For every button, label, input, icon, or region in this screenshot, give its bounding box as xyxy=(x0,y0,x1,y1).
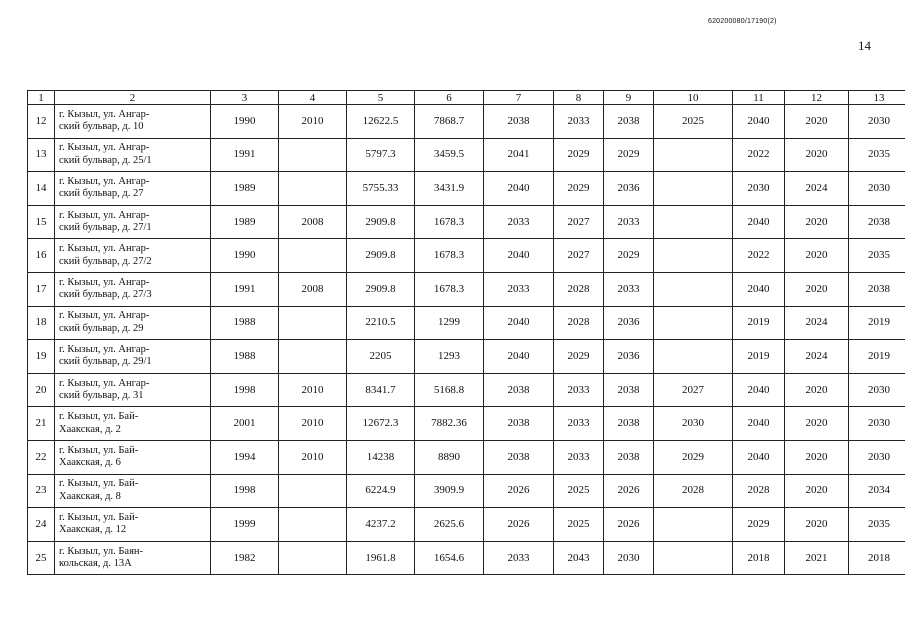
cell-col-4 xyxy=(279,541,347,575)
address-line-2: Хаакская, д. 6 xyxy=(59,457,121,469)
cell-col-13: 2019 xyxy=(849,306,905,340)
row-number: 14 xyxy=(28,172,55,206)
cell-col-12: 2020 xyxy=(785,407,849,441)
cell-col-6: 1293 xyxy=(415,340,484,374)
cell-col-7: 2033 xyxy=(484,541,554,575)
address-line-1: г. Кызыл, ул. Ангар- xyxy=(59,276,150,288)
cell-col-13: 2035 xyxy=(849,508,905,542)
page-number: 14 xyxy=(858,38,871,53)
row-number: 23 xyxy=(28,474,55,508)
cell-col-3: 1999 xyxy=(211,508,279,542)
row-number: 20 xyxy=(28,373,55,407)
cell-col-11: 2040 xyxy=(733,272,785,306)
row-number: 12 xyxy=(28,105,55,139)
address-cell xyxy=(55,508,211,542)
cell-col-11: 2040 xyxy=(733,373,785,407)
cell-col-6: 5168.8 xyxy=(415,373,484,407)
address-cell xyxy=(55,340,211,374)
cell-col-13: 2038 xyxy=(849,272,905,306)
cell-col-3: 1988 xyxy=(211,306,279,340)
cell-col-12: 2020 xyxy=(785,474,849,508)
column-header-5: 5 xyxy=(347,91,415,105)
address-line-1: г. Кызыл, ул. Ангар- xyxy=(59,175,150,187)
cell-col-8: 2033 xyxy=(554,440,604,474)
cell-col-7: 2038 xyxy=(484,105,554,139)
address-line-1: г. Кызыл, ул. Ангар- xyxy=(59,377,150,389)
cell-col-3: 1982 xyxy=(211,541,279,575)
cell-col-9: 2026 xyxy=(604,474,654,508)
cell-col-11: 2040 xyxy=(733,205,785,239)
cell-col-11: 2022 xyxy=(733,138,785,172)
cell-col-11: 2029 xyxy=(733,508,785,542)
column-header-11: 11 xyxy=(733,91,785,105)
cell-col-13: 2038 xyxy=(849,205,905,239)
cell-col-6: 2625.6 xyxy=(415,508,484,542)
cell-col-11: 2022 xyxy=(733,239,785,273)
address-line-2: Хаакская, д. 2 xyxy=(59,423,121,435)
cell-col-10: 2029 xyxy=(654,440,733,474)
cell-col-7: 2040 xyxy=(484,306,554,340)
address-cell xyxy=(55,440,211,474)
address-line-2: ский бульвар, д. 27/1 xyxy=(59,222,152,234)
address-line-2: ский бульвар, д. 29 xyxy=(59,322,144,334)
cell-col-12: 2024 xyxy=(785,306,849,340)
address-cell xyxy=(55,272,211,306)
cell-col-10: 2027 xyxy=(654,373,733,407)
cell-col-9: 2038 xyxy=(604,407,654,441)
cell-col-7: 2038 xyxy=(484,373,554,407)
column-header-2: 2 xyxy=(55,91,211,105)
cell-col-13: 2034 xyxy=(849,474,905,508)
address-cell xyxy=(55,474,211,508)
cell-col-7: 2026 xyxy=(484,508,554,542)
cell-col-8: 2027 xyxy=(554,239,604,273)
cell-col-5: 1961.8 xyxy=(347,541,415,575)
cell-col-5: 12672.3 xyxy=(347,407,415,441)
row-number: 17 xyxy=(28,272,55,306)
cell-col-12: 2024 xyxy=(785,172,849,206)
cell-col-9: 2026 xyxy=(604,508,654,542)
cell-col-8: 2027 xyxy=(554,205,604,239)
cell-col-12: 2020 xyxy=(785,138,849,172)
row-number: 25 xyxy=(28,541,55,575)
cell-col-5: 2909.8 xyxy=(347,239,415,273)
address-line-1: г. Кызыл, ул. Бай- xyxy=(59,511,139,523)
cell-col-11: 2040 xyxy=(733,407,785,441)
cell-col-9: 2038 xyxy=(604,105,654,139)
cell-col-6: 3431.9 xyxy=(415,172,484,206)
table-row xyxy=(28,105,905,139)
cell-col-12: 2020 xyxy=(785,239,849,273)
cell-col-6: 1678.3 xyxy=(415,272,484,306)
housing-table xyxy=(27,90,905,575)
cell-col-6: 1654.6 xyxy=(415,541,484,575)
address-line-1: г. Кызыл, ул. Ангар- xyxy=(59,243,150,255)
header-row xyxy=(28,91,905,105)
cell-col-13: 2030 xyxy=(849,440,905,474)
table-row xyxy=(28,239,905,273)
cell-col-5: 5755.33 xyxy=(347,172,415,206)
column-header-10: 10 xyxy=(654,91,733,105)
address-cell xyxy=(55,373,211,407)
cell-col-9: 2030 xyxy=(604,541,654,575)
cell-col-4: 2010 xyxy=(279,407,347,441)
cell-col-3: 1991 xyxy=(211,138,279,172)
cell-col-7: 2038 xyxy=(484,407,554,441)
cell-col-5: 14238 xyxy=(347,440,415,474)
address-cell xyxy=(55,306,211,340)
cell-col-5: 2909.8 xyxy=(347,272,415,306)
table-row xyxy=(28,373,905,407)
cell-col-8: 2025 xyxy=(554,474,604,508)
address-cell xyxy=(55,105,211,139)
address-line-1: г. Кызыл, ул. Баян- xyxy=(59,545,144,557)
address-line-1: г. Кызыл, ул. Ангар- xyxy=(59,142,150,154)
cell-col-10: 2025 xyxy=(654,105,733,139)
column-header-7: 7 xyxy=(484,91,554,105)
cell-col-10 xyxy=(654,138,733,172)
table-row xyxy=(28,172,905,206)
address-cell xyxy=(55,407,211,441)
cell-col-12: 2020 xyxy=(785,205,849,239)
address-line-1: г. Кызыл, ул. Ангар- xyxy=(59,310,150,322)
cell-col-12: 2020 xyxy=(785,373,849,407)
cell-col-3: 1989 xyxy=(211,172,279,206)
row-number: 18 xyxy=(28,306,55,340)
address-line-2: Хаакская, д. 12 xyxy=(59,524,127,536)
cell-col-13: 2018 xyxy=(849,541,905,575)
cell-col-12: 2021 xyxy=(785,541,849,575)
cell-col-9: 2033 xyxy=(604,272,654,306)
cell-col-8: 2043 xyxy=(554,541,604,575)
cell-col-8: 2025 xyxy=(554,508,604,542)
cell-col-10 xyxy=(654,340,733,374)
cell-col-8: 2028 xyxy=(554,306,604,340)
address-line-2: ский бульвар, д. 25/1 xyxy=(59,154,152,166)
table-row xyxy=(28,508,905,542)
address-line-2: ский бульвар, д. 27/3 xyxy=(59,289,152,301)
cell-col-10: 2030 xyxy=(654,407,733,441)
table-row xyxy=(28,340,905,374)
row-number: 21 xyxy=(28,407,55,441)
cell-col-9: 2036 xyxy=(604,306,654,340)
cell-col-6: 7868.7 xyxy=(415,105,484,139)
cell-col-4 xyxy=(279,474,347,508)
row-number: 19 xyxy=(28,340,55,374)
column-header-13: 13 xyxy=(849,91,905,105)
cell-col-4: 2010 xyxy=(279,440,347,474)
cell-col-4 xyxy=(279,306,347,340)
cell-col-11: 2030 xyxy=(733,172,785,206)
cell-col-6: 8890 xyxy=(415,440,484,474)
cell-col-13: 2030 xyxy=(849,172,905,206)
cell-col-13: 2035 xyxy=(849,239,905,273)
cell-col-3: 1988 xyxy=(211,340,279,374)
cell-col-7: 2038 xyxy=(484,440,554,474)
cell-col-8: 2028 xyxy=(554,272,604,306)
address-cell xyxy=(55,541,211,575)
cell-col-10 xyxy=(654,239,733,273)
cell-col-4 xyxy=(279,138,347,172)
document-id: 620200080/17190(2) xyxy=(708,18,777,25)
address-cell xyxy=(55,205,211,239)
cell-col-6: 7882.36 xyxy=(415,407,484,441)
cell-col-5: 12622.5 xyxy=(347,105,415,139)
address-cell xyxy=(55,239,211,273)
cell-col-7: 2026 xyxy=(484,474,554,508)
cell-col-3: 1998 xyxy=(211,373,279,407)
cell-col-10 xyxy=(654,508,733,542)
cell-col-10 xyxy=(654,272,733,306)
cell-col-9: 2038 xyxy=(604,373,654,407)
address-line-1: г. Кызыл, ул. Ангар- xyxy=(59,343,150,355)
cell-col-11: 2018 xyxy=(733,541,785,575)
cell-col-4: 2010 xyxy=(279,373,347,407)
cell-col-3: 1998 xyxy=(211,474,279,508)
row-number: 16 xyxy=(28,239,55,273)
cell-col-5: 8341.7 xyxy=(347,373,415,407)
address-line-1: г. Кызыл, ул. Ангар- xyxy=(59,209,150,221)
cell-col-9: 2038 xyxy=(604,440,654,474)
cell-col-6: 1678.3 xyxy=(415,239,484,273)
cell-col-12: 2020 xyxy=(785,508,849,542)
cell-col-7: 2033 xyxy=(484,205,554,239)
cell-col-8: 2033 xyxy=(554,105,604,139)
row-number: 13 xyxy=(28,138,55,172)
table-row xyxy=(28,205,905,239)
row-number: 22 xyxy=(28,440,55,474)
cell-col-3: 1990 xyxy=(211,105,279,139)
column-header-8: 8 xyxy=(554,91,604,105)
cell-col-7: 2040 xyxy=(484,340,554,374)
address-line-2: ский бульвар, д. 27/2 xyxy=(59,255,152,267)
cell-col-4 xyxy=(279,239,347,273)
cell-col-6: 3459.5 xyxy=(415,138,484,172)
cell-col-4 xyxy=(279,508,347,542)
cell-col-4: 2008 xyxy=(279,272,347,306)
address-line-1: г. Кызыл, ул. Бай- xyxy=(59,478,139,490)
cell-col-13: 2030 xyxy=(849,407,905,441)
cell-col-11: 2040 xyxy=(733,440,785,474)
cell-col-13: 2035 xyxy=(849,138,905,172)
address-line-1: г. Кызыл, ул. Бай- xyxy=(59,444,139,456)
row-number: 24 xyxy=(28,508,55,542)
column-header-6: 6 xyxy=(415,91,484,105)
cell-col-9: 2036 xyxy=(604,340,654,374)
cell-col-13: 2019 xyxy=(849,340,905,374)
cell-col-4 xyxy=(279,340,347,374)
table-row xyxy=(28,474,905,508)
cell-col-11: 2028 xyxy=(733,474,785,508)
cell-col-10 xyxy=(654,172,733,206)
cell-col-11: 2019 xyxy=(733,306,785,340)
cell-col-3: 1990 xyxy=(211,239,279,273)
cell-col-12: 2024 xyxy=(785,340,849,374)
table-row xyxy=(28,138,905,172)
row-number: 15 xyxy=(28,205,55,239)
cell-col-4: 2010 xyxy=(279,105,347,139)
address-line-2: ский бульвар, д. 10 xyxy=(59,121,144,133)
cell-col-7: 2041 xyxy=(484,138,554,172)
cell-col-13: 2030 xyxy=(849,373,905,407)
cell-col-5: 2210.5 xyxy=(347,306,415,340)
cell-col-6: 3909.9 xyxy=(415,474,484,508)
cell-col-10 xyxy=(654,541,733,575)
cell-col-12: 2020 xyxy=(785,105,849,139)
cell-col-5: 6224.9 xyxy=(347,474,415,508)
address-cell xyxy=(55,138,211,172)
address-cell xyxy=(55,172,211,206)
column-header-3: 3 xyxy=(211,91,279,105)
cell-col-3: 2001 xyxy=(211,407,279,441)
cell-col-13: 2030 xyxy=(849,105,905,139)
table-row xyxy=(28,407,905,441)
table-row xyxy=(28,541,905,575)
cell-col-9: 2029 xyxy=(604,239,654,273)
cell-col-5: 5797.3 xyxy=(347,138,415,172)
column-header-1: 1 xyxy=(28,91,55,105)
cell-col-7: 2040 xyxy=(484,172,554,206)
cell-col-8: 2029 xyxy=(554,138,604,172)
cell-col-9: 2029 xyxy=(604,138,654,172)
cell-col-8: 2033 xyxy=(554,373,604,407)
cell-col-12: 2020 xyxy=(785,272,849,306)
address-line-1: г. Кызыл, ул. Ангар- xyxy=(59,108,150,120)
cell-col-8: 2033 xyxy=(554,407,604,441)
cell-col-4: 2008 xyxy=(279,205,347,239)
cell-col-6: 1299 xyxy=(415,306,484,340)
cell-col-10: 2028 xyxy=(654,474,733,508)
cell-col-8: 2029 xyxy=(554,172,604,206)
cell-col-12: 2020 xyxy=(785,440,849,474)
column-header-12: 12 xyxy=(785,91,849,105)
cell-col-3: 1994 xyxy=(211,440,279,474)
cell-col-5: 2909.8 xyxy=(347,205,415,239)
column-header-9: 9 xyxy=(604,91,654,105)
table-row xyxy=(28,272,905,306)
table-row xyxy=(28,440,905,474)
address-line-2: ский бульвар, д. 27 xyxy=(59,188,144,200)
cell-col-3: 1989 xyxy=(211,205,279,239)
cell-col-4 xyxy=(279,172,347,206)
cell-col-6: 1678.3 xyxy=(415,205,484,239)
address-line-2: Хаакская, д. 8 xyxy=(59,490,121,502)
cell-col-9: 2033 xyxy=(604,205,654,239)
address-line-2: ский бульвар, д. 29/1 xyxy=(59,356,152,368)
cell-col-10 xyxy=(654,205,733,239)
address-line-2: кольская, д. 13А xyxy=(59,558,132,570)
cell-col-11: 2040 xyxy=(733,105,785,139)
address-line-2: ский бульвар, д. 31 xyxy=(59,390,144,402)
cell-col-9: 2036 xyxy=(604,172,654,206)
cell-col-7: 2040 xyxy=(484,239,554,273)
cell-col-11: 2019 xyxy=(733,340,785,374)
cell-col-5: 2205 xyxy=(347,340,415,374)
cell-col-10 xyxy=(654,306,733,340)
cell-col-3: 1991 xyxy=(211,272,279,306)
cell-col-5: 4237.2 xyxy=(347,508,415,542)
column-header-4: 4 xyxy=(279,91,347,105)
cell-col-8: 2029 xyxy=(554,340,604,374)
table-row xyxy=(28,306,905,340)
cell-col-7: 2033 xyxy=(484,272,554,306)
address-line-1: г. Кызыл, ул. Бай- xyxy=(59,411,139,423)
